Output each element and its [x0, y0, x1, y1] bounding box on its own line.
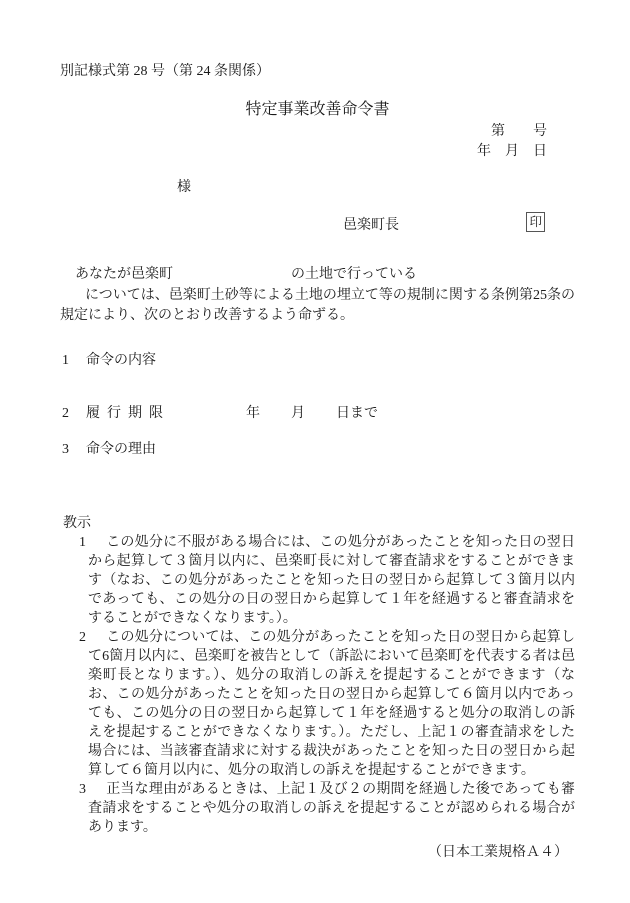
- order-item-label: 命令の理由: [86, 441, 156, 457]
- appeal-item-number: 3: [79, 781, 86, 797]
- body-line1-prefix: あなたが邑楽町: [75, 267, 173, 282]
- reference-block: [60, 122, 575, 162]
- doc-number-line: 第 号: [491, 124, 547, 139]
- deadline-year-label: 年: [246, 405, 260, 421]
- addressee-honorific: 様: [177, 180, 191, 195]
- order-item-content: [60, 351, 575, 371]
- appeal-instruction-item: [60, 780, 575, 837]
- body-paragraph: については、邑楽町土砂等による土地の埋立て等の規制に関する条例第25条の規定により、次のとおり改善するよう命ずる。: [60, 287, 575, 323]
- appeal-instruction-item: [60, 533, 575, 628]
- deadline-day-label: 日まで: [336, 405, 378, 421]
- order-body: [60, 265, 575, 327]
- order-item-reason: [60, 440, 575, 460]
- order-item-deadline: [60, 404, 575, 424]
- appeal-item-text: 正当な理由があるときは、上記１及び２の期間を経過した後であっても審査請求をすることや処分の取消しの訴えを提起することが認められる場合があります。: [88, 781, 575, 835]
- body-line-1: [60, 265, 575, 286]
- date-line: 年 月 日: [477, 144, 547, 159]
- deadline-month-label: 月: [291, 405, 305, 421]
- addressee-line: [60, 178, 575, 198]
- appeal-item-number: 1: [79, 534, 86, 550]
- appeal-item-text: この処分に不服がある場合には、この処分があったことを知った日の翌日から起算して３箇月以内に、邑楽町長に対して審査請求をすることができます（なお、この処分があったことを知った日の翌日から起算して３箇月以内であっても、この処分の日の翌日から起算して１年を経過すると審査請求をすることができなくなります。）。: [88, 534, 575, 626]
- paper-size-note: （日本工業規格Ａ４）: [428, 845, 568, 860]
- seal-placeholder: 印: [526, 212, 545, 232]
- appeal-instruction-item: [60, 628, 575, 780]
- document-content: [60, 63, 575, 837]
- form-number-label: 別記様式第 28 号（第 24 条関係）: [60, 64, 270, 79]
- order-item-number: 2: [62, 405, 69, 421]
- order-item-label: 履行期限: [86, 405, 170, 421]
- appeal-instructions-heading: 教示: [63, 515, 91, 531]
- document-title: 特定事業改善命令書: [245, 101, 390, 118]
- issuer-row: [60, 212, 575, 234]
- appeal-item-text: この処分については、この処分があったことを知った日の翌日から起算して6箇月以内に、邑楽町を被告として（訴訟において邑楽町を代表する者は邑楽町長となります。）、処分の取消しの訴えを提起することができます（なお、この処分があったことを知った日の翌日から起算して６箇月以内であっても、この処分の日の翌日から起算して１年を経過すると処分の取消しの訴えを提起することができなくなります。）。ただし、上記１の審査請求をした場合には、当該審査請求に対する裁決があったことを知った日の翌日から起算して６箇月以内に、処分の取消しの訴えを提起することができます。: [88, 629, 575, 778]
- appeal-item-number: 2: [79, 629, 86, 645]
- order-item-number: 3: [62, 441, 69, 457]
- issuer-name: 邑楽町長: [343, 218, 399, 233]
- order-item-number: 1: [62, 352, 69, 368]
- body-line1-suffix: の土地で行っている: [291, 267, 417, 282]
- appeal-instructions-section: [60, 514, 575, 837]
- order-item-label: 命令の内容: [86, 352, 156, 368]
